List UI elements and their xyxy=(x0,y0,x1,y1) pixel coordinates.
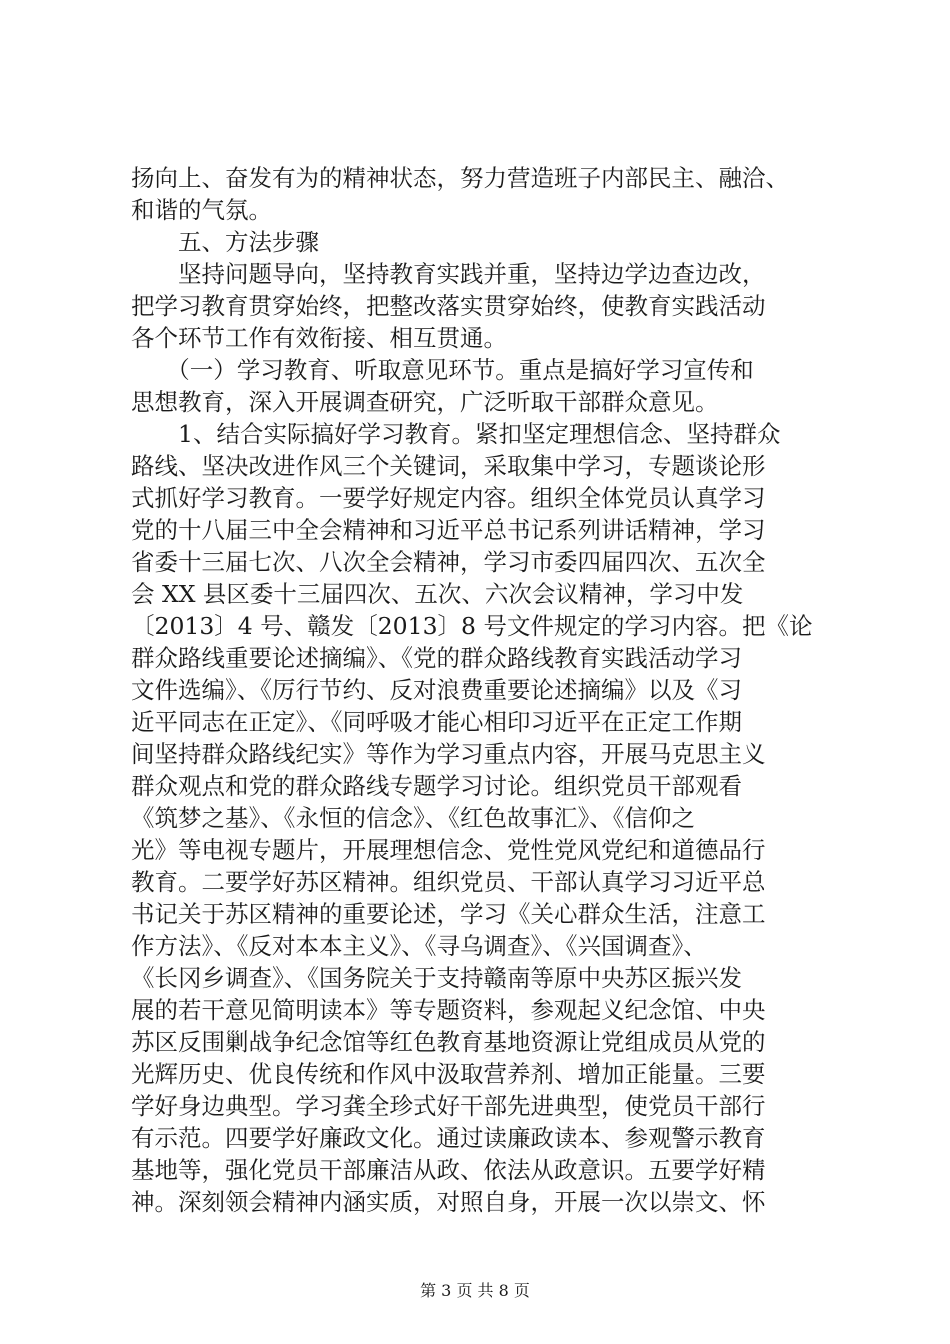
body-text xyxy=(131,162,831,1218)
text-line: 〔2013〕4 号、赣发〔2013〕8 号文件规定的学习内容。把《论 xyxy=(131,612,813,640)
text-line: 《长冈乡调查》、《国务院关于支持赣南等原中央苏区振兴发 xyxy=(131,964,742,992)
text-line: 五、方法步骤 xyxy=(131,228,319,256)
text-line: 光辉历史、优良传统和作风中汲取营养剂、增加正能量。三要 xyxy=(131,1060,766,1088)
text-line: 有示范。四要学好廉政文化。通过读廉政读本、参观警示教育 xyxy=(131,1124,766,1152)
text-line: 文件选编》、《厉行节约、反对浪费重要论述摘编》以及《习 xyxy=(131,676,742,704)
text-line: 近平同志在正定》、《同呼吸才能心相印习近平在正定工作期 xyxy=(131,708,742,736)
text-line: 路线、坚决改进作风三个关键词，采取集中学习，专题谈论形 xyxy=(131,452,766,480)
text-line: 党的十八届三中全会精神和习近平总书记系列讲话精神，学习 xyxy=(131,516,766,544)
text-line: 《筑梦之基》、《永恒的信念》、《红色故事汇》、《信仰之 xyxy=(131,804,695,832)
text-line: 各个环节工作有效衔接、相互贯通。 xyxy=(131,324,507,352)
text-line: 扬向上、奋发有为的精神状态，努力营造班子内部民主、融洽、 xyxy=(131,164,789,192)
page-footer: 第 3 页 共 8 页 xyxy=(420,1281,530,1300)
text-line: 把学习教育贯穿始终，把整改落实贯穿始终，使教育实践活动 xyxy=(131,292,766,320)
text-line: 教育。二要学好苏区精神。组织党员、干部认真学习习近平总 xyxy=(131,868,766,896)
text-line: 1、结合实际搞好学习教育。紧扣坚定理想信念、坚持群众 xyxy=(131,420,781,448)
text-line: 基地等，强化党员干部廉洁从政、依法从政意识。五要学好精 xyxy=(131,1156,766,1184)
text-line: 作方法》、《反对本本主义》、《寻乌调查》、《兴国调查》、 xyxy=(131,932,707,960)
text-line: 坚持问题导向，坚持教育实践并重，坚持边学边查边改， xyxy=(131,260,766,288)
text-line: 间坚持群众路线纪实》等作为学习重点内容，开展马克思主义 xyxy=(131,740,766,768)
text-line: 会 XX 县区委十三届四次、五次、六次会议精神，学习中发 xyxy=(131,580,744,608)
text-line: 光》等电视专题片，开展理想信念、党性党风党纪和道德品行 xyxy=(131,836,766,864)
text-line: 展的若干意见简明读本》等专题资料，参观起义纪念馆、中央 xyxy=(131,996,766,1024)
text-line: （一）学习教育、听取意见环节。重点是搞好学习宣传和 xyxy=(131,356,754,384)
text-line: 书记关于苏区精神的重要论述，学习《关心群众生活，注意工 xyxy=(131,900,766,928)
text-line: 神。深刻领会精神内涵实质，对照自身，开展一次以崇文、怀 xyxy=(131,1188,766,1216)
text-line: 群众观点和党的群众路线专题学习讨论。组织党员干部观看 xyxy=(131,772,742,800)
text-line: 省委十三届七次、八次全会精神，学习市委四届四次、五次全 xyxy=(131,548,766,576)
text-line: 和谐的气氛。 xyxy=(131,196,272,224)
text-line: 苏区反围剿战争纪念馆等红色教育基地资源让党组成员从党的 xyxy=(131,1028,766,1056)
text-line: 群众路线重要论述摘编》、《党的群众路线教育实践活动学习 xyxy=(131,644,742,672)
text-line: 学好身边典型。学习龚全珍式好干部先进典型，使党员干部行 xyxy=(131,1092,766,1120)
text-line: 思想教育，深入开展调查研究，广泛听取干部群众意见。 xyxy=(131,388,719,416)
text-line: 式抓好学习教育。一要学好规定内容。组织全体党员认真学习 xyxy=(131,484,766,512)
